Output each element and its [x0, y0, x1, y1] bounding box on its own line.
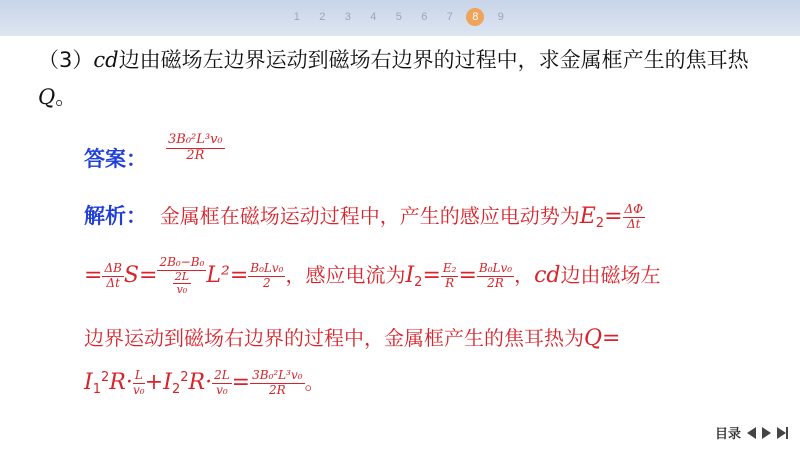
length-squared: L² — [206, 263, 230, 289]
fraction-numerator: 3B₀²L³v₀ — [252, 368, 303, 383]
fraction-numerator: B₀Lv₀ — [250, 261, 284, 276]
solution-line-4 — [84, 366, 325, 398]
previous-icon[interactable] — [747, 427, 756, 439]
square-superscript: 2 — [180, 370, 189, 385]
current-subscript: 2 — [414, 275, 423, 291]
fraction-numerator: L — [134, 368, 143, 383]
emf-subscript: 2 — [595, 216, 605, 231]
emf-symbol: E — [579, 204, 596, 229]
active-page-badge: 8 — [466, 8, 484, 26]
area-symbol: S — [123, 263, 139, 289]
answer-denominator: 2R — [186, 147, 205, 163]
top-bar — [0, 0, 800, 36]
fraction-2l-v0 — [212, 369, 232, 398]
fraction-numerator: 2B₀−B₀ — [159, 255, 205, 269]
solution-label: 解析： — [84, 204, 147, 228]
next-icon[interactable] — [762, 427, 771, 439]
equals-sign: = — [602, 326, 621, 351]
fraction-numerator: ΔΦ — [624, 202, 644, 217]
fraction-denominator: v₀ — [133, 383, 145, 397]
fraction-denominator: v₀ — [176, 283, 188, 297]
footer-nav — [715, 423, 788, 442]
resistance-dot: R· — [188, 370, 213, 395]
equals-sign: = — [604, 204, 623, 229]
contents-link[interactable]: 目录 — [714, 427, 741, 442]
solution-line-2 — [84, 256, 660, 297]
period: 。 — [304, 370, 325, 394]
fraction-denominator: Δt — [106, 276, 120, 291]
question-body: 边由磁场左边界运动到磁场右边界的过程中，求金属框产生的焦耳热 — [118, 48, 749, 72]
fraction-e2-r — [441, 262, 459, 291]
segment-cd: cd — [93, 48, 119, 72]
fraction-numerator: 2L — [214, 368, 230, 383]
question-text — [38, 42, 758, 116]
nested-fraction — [173, 271, 191, 297]
segment-cd: cd — [534, 263, 561, 289]
last-arrow — [777, 427, 786, 439]
current-subscript-1: 1 — [92, 382, 101, 397]
current-symbol: I — [405, 263, 415, 289]
resistance-dot: R· — [109, 370, 133, 395]
fraction-result — [250, 369, 304, 398]
page-link-8[interactable] — [463, 8, 489, 26]
fraction-numerator: B₀Lv₀ — [478, 261, 513, 276]
fraction-denominator: 2 — [263, 276, 271, 291]
comma: ， — [514, 263, 535, 288]
solution-line-1 — [84, 200, 645, 232]
solution-text-3: 边界运动到磁场右边界的过程中，金属框产生的焦耳热为 — [84, 326, 584, 350]
heat-variable: Q — [38, 85, 56, 109]
page-link-4[interactable]: 4 — [370, 11, 377, 23]
equals-sign: = — [458, 263, 477, 289]
fraction-numerator: 2L — [174, 269, 190, 283]
equals-sign: = — [84, 263, 103, 289]
current-symbol-1: I — [84, 370, 93, 395]
answer-label: 答案： — [84, 147, 147, 171]
page-link-2[interactable]: 2 — [319, 11, 326, 23]
fraction-dphi-dt — [623, 203, 646, 232]
last-bar — [786, 427, 788, 439]
fraction-field-change — [157, 256, 206, 297]
answer-numerator: 3B₀²L³v₀ — [168, 132, 223, 147]
equals-sign: = — [422, 263, 441, 289]
page-link-7[interactable]: 7 — [446, 11, 453, 23]
question-end: 。 — [55, 85, 77, 109]
fraction-denominator: R — [445, 276, 455, 291]
fraction-emf-value — [248, 262, 285, 291]
fraction-denominator — [173, 271, 191, 297]
equals-sign: = — [231, 370, 251, 395]
current-subscript-2: 2 — [171, 382, 181, 397]
equals-sign: = — [139, 263, 158, 289]
page-link-6[interactable]: 6 — [421, 11, 428, 23]
fraction-l-v0 — [133, 369, 145, 398]
fraction-numerator: E₂ — [442, 261, 457, 276]
fraction-denominator: v₀ — [216, 383, 228, 397]
heat-symbol: Q — [584, 326, 603, 351]
plus-sign: + — [144, 370, 164, 395]
solution-line-3 — [84, 322, 620, 351]
solution-text-2-tail: 边由磁场左 — [560, 263, 661, 288]
fraction-current-value — [477, 262, 514, 291]
square-superscript: 2 — [100, 370, 110, 385]
fraction-numerator: ΔB — [104, 261, 122, 276]
fraction-denominator: 2R — [269, 383, 286, 397]
page-link-5[interactable]: 5 — [395, 11, 402, 23]
page-link-1[interactable]: 1 — [293, 11, 300, 23]
last-page-icon[interactable] — [777, 427, 788, 439]
equals-sign: = — [229, 263, 249, 289]
page-link-3[interactable]: 3 — [344, 11, 351, 23]
solution-text-2: ，感应电流为 — [285, 263, 406, 288]
fraction-denominator: Δt — [627, 217, 641, 231]
page-navigator — [284, 8, 514, 26]
question-number: （3） — [38, 48, 94, 72]
answer-fraction — [166, 133, 225, 164]
solution-text-1: 金属框在磁场运动过程中，产生的感应电动势为 — [159, 204, 580, 228]
fraction-denominator: 2R — [487, 276, 504, 291]
fraction-db-dt — [102, 262, 123, 291]
current-symbol-2: I — [163, 370, 172, 395]
page-link-9[interactable]: 9 — [497, 11, 504, 23]
